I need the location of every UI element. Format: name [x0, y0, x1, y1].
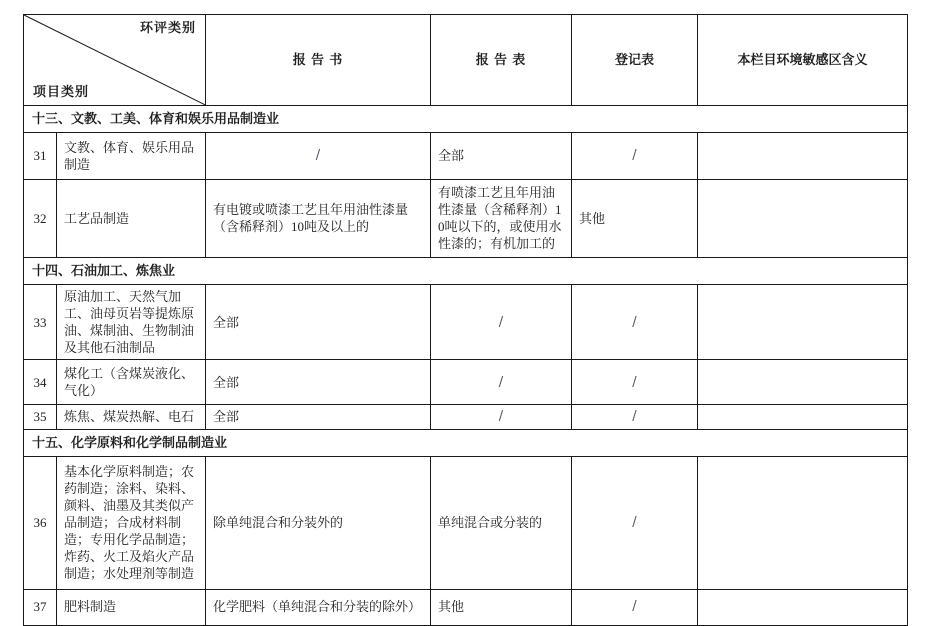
report-form-cell: /	[431, 284, 572, 360]
category-cell: 原油加工、天然气加工、油母页岩等提炼原油、煤制油、生物制油及其他石油制品	[57, 284, 206, 360]
sensitive-cell	[698, 589, 908, 625]
report-book-cell: 除单纯混合和分装外的	[206, 456, 431, 589]
table-row	[24, 132, 908, 179]
sensitive-cell	[698, 132, 908, 179]
section-header-row	[24, 429, 908, 456]
section-header-row	[24, 105, 908, 132]
header-eia-category: 环评类别	[139, 20, 196, 35]
table-row	[24, 179, 908, 257]
report-book-cell: 化学肥料（单纯混合和分装的除外）	[206, 589, 431, 625]
registration-cell: /	[572, 405, 698, 429]
category-cell: 煤化工（含煤炭液化、气化）	[57, 360, 206, 405]
row-number-cell: 31	[24, 132, 57, 179]
section-title: 十四、石油加工、炼焦业	[24, 257, 908, 284]
category-cell: 工艺品制造	[57, 179, 206, 257]
category-cell: 肥料制造	[57, 589, 206, 625]
header-row	[24, 15, 908, 106]
sensitive-cell	[698, 360, 908, 405]
diagonal-header-cell	[24, 15, 206, 106]
category-cell: 基本化学原料制造；农药制造；涂料、染料、颜料、油墨及其类似产品制造；合成材料制造；专用化学品制造；炸药、火工及焰火产品制造；水处理剂等制造	[57, 456, 206, 589]
sensitive-cell	[698, 405, 908, 429]
report-book-cell: 有电镀或喷漆工艺且年用油性漆量（含稀释剂）10吨及以上的	[206, 179, 431, 257]
report-book-cell: /	[206, 132, 431, 179]
sensitive-cell	[698, 456, 908, 589]
header-report-form: 报 告 表	[431, 15, 572, 106]
report-book-cell: 全部	[206, 360, 431, 405]
header-registration-form: 登记表	[572, 15, 698, 106]
registration-cell: /	[572, 589, 698, 625]
registration-cell: /	[572, 456, 698, 589]
registration-cell: /	[572, 360, 698, 405]
registration-cell: 其他	[572, 179, 698, 257]
table-row	[24, 284, 908, 360]
report-form-cell: 其他	[431, 589, 572, 625]
row-number-cell: 33	[24, 284, 57, 360]
eia-category-table	[23, 14, 908, 626]
table-row	[24, 456, 908, 589]
section-title: 十三、文教、工美、体育和娱乐用品制造业	[24, 105, 908, 132]
report-form-cell: /	[431, 360, 572, 405]
section-header-row	[24, 257, 908, 284]
header-project-category: 项目类别	[33, 83, 90, 99]
header-report-book: 报 告 书	[206, 15, 431, 106]
registration-cell: /	[572, 132, 698, 179]
report-form-cell: 单纯混合或分装的	[431, 456, 572, 589]
registration-cell: /	[572, 284, 698, 360]
report-form-cell: /	[431, 405, 572, 429]
report-book-cell: 全部	[206, 405, 431, 429]
row-number-cell: 35	[24, 405, 57, 429]
category-cell: 文教、体育、娱乐用品制造	[57, 132, 206, 179]
section-title: 十五、化学原料和化学制品制造业	[24, 429, 908, 456]
header-sensitive-meaning: 本栏目环境敏感区含义	[698, 15, 908, 106]
table-row	[24, 589, 908, 625]
report-form-cell: 有喷漆工艺且年用油性漆量（含稀释剂）10吨以下的，或使用水性漆的；有机加工的	[431, 179, 572, 257]
sensitive-cell	[698, 179, 908, 257]
table-row	[24, 360, 908, 405]
row-number-cell: 36	[24, 456, 57, 589]
sensitive-cell	[698, 284, 908, 360]
row-number-cell: 32	[24, 179, 57, 257]
row-number-cell: 34	[24, 360, 57, 405]
row-number-cell: 37	[24, 589, 57, 625]
report-form-cell: 全部	[431, 132, 572, 179]
report-book-cell: 全部	[206, 284, 431, 360]
table-row	[24, 405, 908, 429]
category-cell: 炼焦、煤炭热解、电石	[57, 405, 206, 429]
